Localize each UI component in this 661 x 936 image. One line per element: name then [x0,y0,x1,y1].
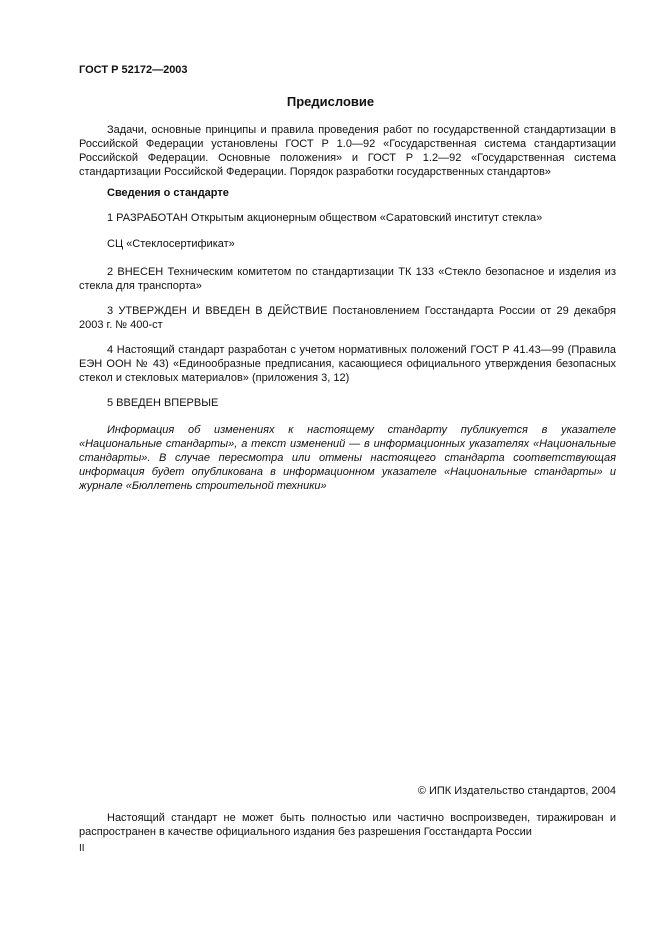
item-approved: 3 УТВЕРЖДЕН И ВВЕДЕН В ДЕЙСТВИЕ Постановлением Госстандарта России от 29 декабря 2003 г. № 400-ст [79,305,616,331]
item-first-introduced: 5 ВВЕДЕН ВПЕРВЫЕ [107,397,219,409]
info-heading: Сведения о стандарте [107,187,229,199]
reproduction-notice: Настоящий стандарт не может быть полностью или частично воспроизведен, тиражирован и распространен в качестве официального издания без разрешения Госстандарта России [79,812,616,838]
copyright-line: © ИПК Издательство стандартов, 2004 [417,785,616,797]
item-certification-center: СЦ «Стеклосертификат» [107,238,235,250]
changes-information-note: Информация об изменениях к настоящему стандарту публикуется в указателе «Национальные стандарты», а текст изменений — в информационных указателях «Национальные стандарты». В случае пересмотра или отмены настоящего стандарта соответствующая информация будет опубликована в информационном указателе «Национальные стандарты» и журнале «Бюллетень строительной техники» [79,424,616,492]
item-introduced: 2 ВНЕСЕН Техническим комитетом по стандартизации ТК 133 «Стекло безопасное и изделия из стекла для транспорта» [79,266,616,292]
document-code-header: ГОСТ Р 52172—2003 [79,64,188,76]
intro-paragraph: Задачи, основные принципы и правила проведения работ по государственной стандартизации в Российской Федерации установлены ГОСТ Р 1.0—92 «Государственная система стандартизации Российской Федерации. Основные положения» и ГОСТ Р 1.2—92 «Государственная система стандартизации Российской Федерации. Порядок разработки государственных стандартов» [79,124,616,178]
item-normative-basis: 4 Настоящий стандарт разработан с учетом нормативных положений ГОСТ Р 41.43—99 (Правила ЕЭН ООН № 43) «Единообразные предписания, касающиеся официального утверждения безопасных стекол и стекловых материалов» (приложения 3, 12) [79,344,616,384]
item-developed: 1 РАЗРАБОТАН Открытым акционерным обществом «Саратовский институт стекла» [107,212,543,224]
page-title: Предисловие [286,94,375,109]
page-number: II [79,843,85,854]
